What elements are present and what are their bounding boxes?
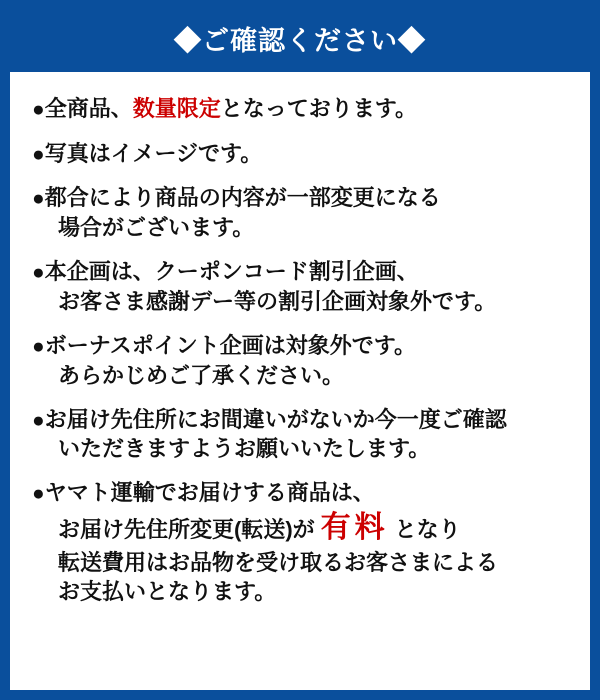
notice-line xyxy=(32,577,572,606)
notice-item xyxy=(32,94,572,124)
highlight-text: 数量限定 xyxy=(132,96,221,121)
notice-item xyxy=(32,405,572,464)
notice-text: 写真はイメージです。 xyxy=(44,140,263,166)
notice-line xyxy=(32,139,572,169)
bullet-icon: ● xyxy=(32,334,45,358)
notice-line xyxy=(32,213,572,242)
notice-line xyxy=(32,94,572,124)
bullet-icon: ● xyxy=(32,142,45,166)
notice-text: 全商品、 xyxy=(44,96,133,121)
notice-line xyxy=(32,548,572,577)
notice-line xyxy=(32,478,572,508)
notice-item xyxy=(32,478,572,605)
highlight-text-large: 有料 xyxy=(320,511,389,545)
bullet-icon: ● xyxy=(32,408,45,432)
notice-item xyxy=(32,139,572,169)
notice-line xyxy=(32,434,572,463)
notice-text: 本企画は、クーポンコード割引企画、 xyxy=(44,259,419,285)
notice-line xyxy=(32,183,572,213)
notice-text: お支払いとなります。 xyxy=(58,578,277,604)
notice-text: 転送費用はお品物を受け取るお客さまによる xyxy=(58,549,499,575)
notice-text: あらかじめご了承ください。 xyxy=(58,362,345,388)
notice-text: となっております。 xyxy=(220,96,417,121)
notice-text: となり xyxy=(394,517,461,543)
notice-item xyxy=(32,257,572,316)
notice-line xyxy=(32,257,572,287)
notice-header xyxy=(10,10,590,72)
notice-item xyxy=(32,183,572,242)
notice-item xyxy=(32,331,572,390)
bullet-icon: ● xyxy=(32,261,45,285)
notice-body xyxy=(10,72,590,606)
notice-title: ◆ご確認ください◆ xyxy=(174,25,426,56)
notice-text: ボーナスポイント企画は対象外です。 xyxy=(44,332,417,358)
notice-text: お届け先住所変更(転送)が xyxy=(58,517,315,543)
notice-line xyxy=(32,287,572,316)
bullet-icon: ● xyxy=(32,98,45,121)
notice-text: ヤマト運輸でお届けする商品は、 xyxy=(44,480,375,506)
notice-text: お客さま感謝デー等の割引企画対象外です。 xyxy=(58,288,497,314)
notice-text: 都合により商品の内容が一部変更になる xyxy=(44,185,441,211)
bullet-icon: ● xyxy=(32,187,45,211)
notice-line xyxy=(32,405,572,435)
notice-text: 場合がございます。 xyxy=(58,215,255,241)
notice-line xyxy=(32,508,572,548)
bullet-icon: ● xyxy=(32,482,45,506)
notice-text: お届け先住所にお間違いがないか今一度ご確認 xyxy=(44,406,507,432)
notice-text: いただきますようお願いいたします。 xyxy=(58,436,431,462)
notice-line xyxy=(32,361,572,390)
notice-line xyxy=(32,331,572,361)
